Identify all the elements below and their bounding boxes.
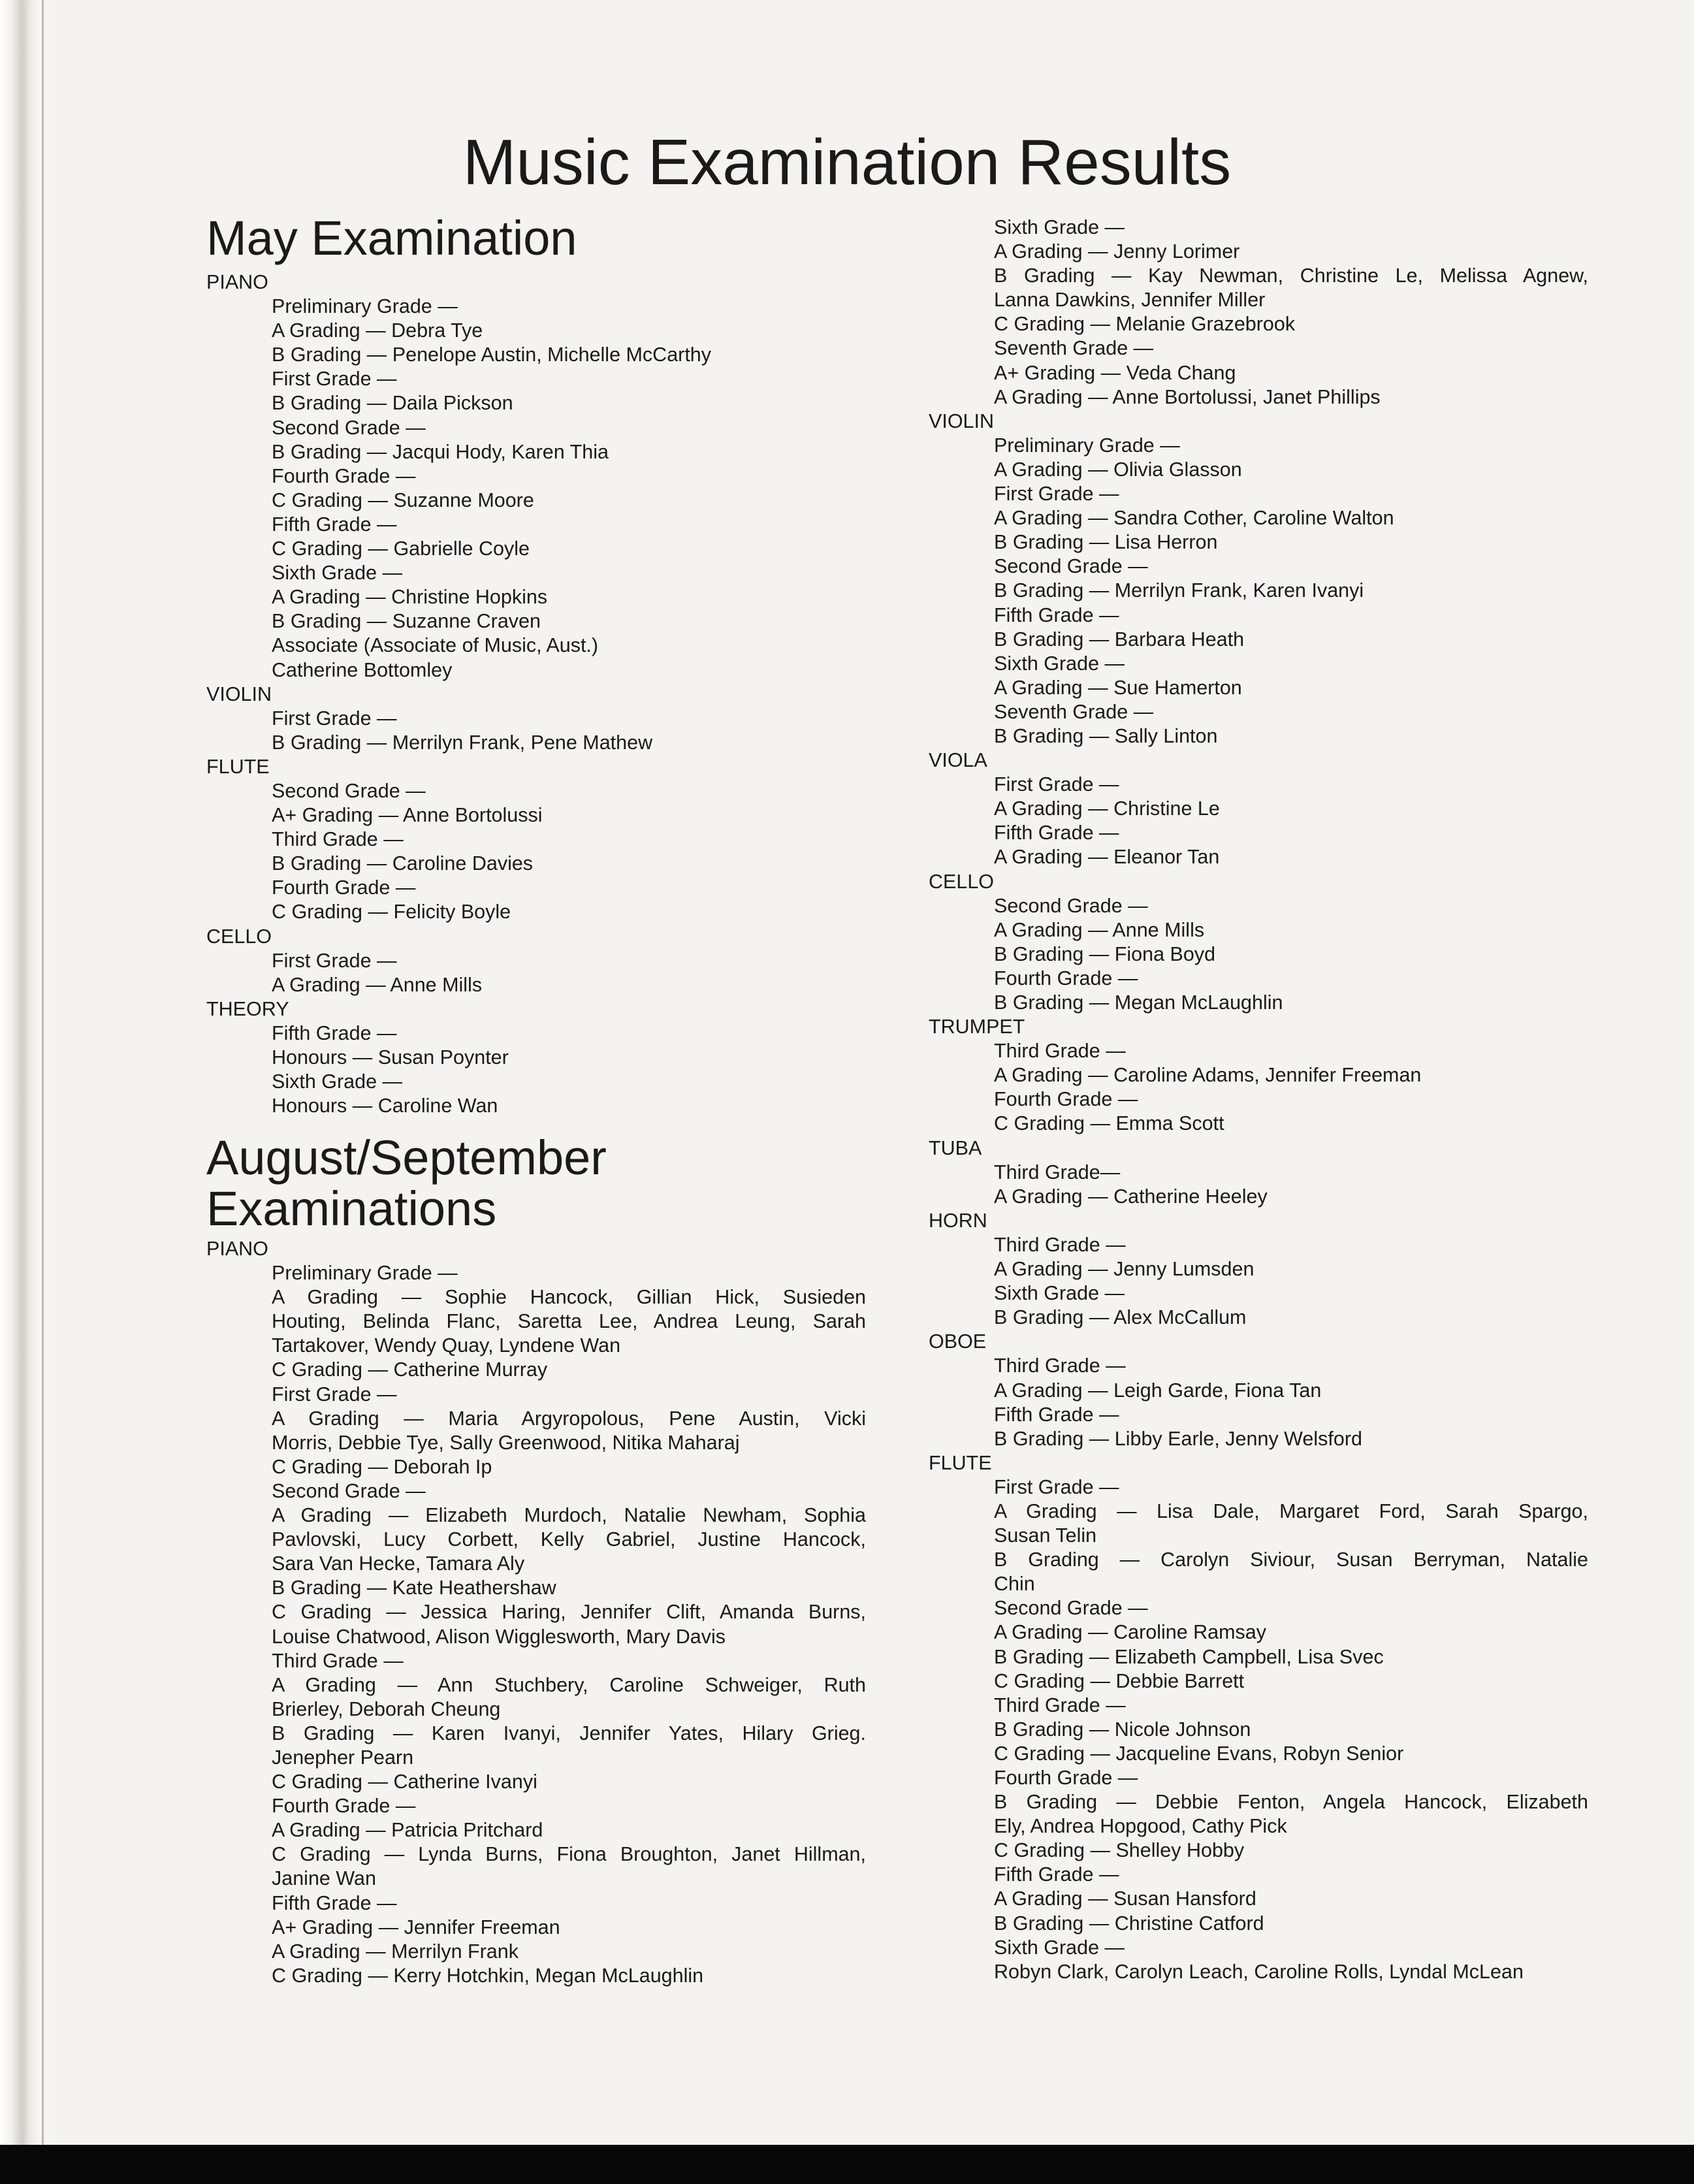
result-line: B Grading — Alex McCallum [994, 1306, 1247, 1329]
result-line: B Grading — Merrilyn Frank, Pene Mathew [272, 731, 653, 754]
result-line: Sixth Grade — [272, 562, 403, 585]
result-line: Associate (Associate of Music, Aust.) [272, 634, 599, 657]
result-line: Seventh Grade — [994, 700, 1154, 723]
result-line: B Grading — Sally Linton [994, 724, 1218, 747]
result-line: Fifth Grade — [994, 822, 1119, 844]
instrument-heading: FLUTE [929, 1451, 992, 1474]
result-line: Third Grade — [272, 1649, 404, 1672]
result-line: Fourth Grade — [994, 967, 1138, 989]
result-line: Third Grade — [272, 828, 404, 851]
result-line: B Grading — Suzanne Craven [272, 610, 541, 633]
result-line: A Grading — Sandra Cother, Caroline Walton [994, 507, 1394, 530]
result-line: B Grading — Lisa Herron [994, 531, 1218, 554]
result-line: B Grading — Kay Newman, Christine Le, Melissa Agnew, [994, 265, 1588, 287]
result-line: B Grading — Carolyn Siviour, Susan Berryman, Natalie [994, 1549, 1588, 1571]
result-line: Third Grade — [994, 1233, 1126, 1256]
instrument-heading: TRUMPET [929, 1016, 1025, 1038]
result-line: A Grading — Susan Hansford [994, 1887, 1256, 1910]
result-line: Fifth Grade — [994, 603, 1119, 626]
page-spine-shadow [0, 0, 60, 2184]
result-line: B Grading — Jacqui Hody, Karen Thia [272, 440, 609, 463]
result-line: C Grading — Gabrielle Coyle [272, 538, 530, 560]
result-line: Fifth Grade — [994, 1403, 1119, 1426]
result-line: A+ Grading — Veda Chang [994, 361, 1236, 384]
result-line: First Grade — [272, 949, 397, 972]
result-line: A Grading — Eleanor Tan [994, 846, 1220, 869]
result-line: B Grading — Penelope Austin, Michelle McCarthy [272, 344, 712, 366]
result-line: B Grading — Megan McLaughlin [994, 991, 1283, 1014]
result-line: C Grading — Suzanne Moore [272, 489, 534, 511]
result-line: Robyn Clark, Carolyn Leach, Caroline Rolls, Lyndal McLean [994, 1960, 1524, 1983]
result-line: First Grade — [994, 773, 1119, 796]
instrument-heading: VIOLIN [929, 410, 995, 432]
result-line: A Grading — Jenny Lorimer [994, 240, 1240, 263]
result-line: Second Grade — [994, 1597, 1148, 1620]
instrument-heading: TUBA [929, 1136, 982, 1159]
result-line: C Grading — Shelley Hobby [994, 1839, 1245, 1862]
result-line: A Grading — Caroline Adams, Jennifer Freeman [994, 1064, 1422, 1087]
result-line: Fourth Grade — [994, 1767, 1138, 1789]
result-line: Ely, Andrea Hopgood, Cathy Pick [994, 1815, 1287, 1838]
result-line: C Grading — Lynda Burns, Fiona Broughton, Janet Hillman, [272, 1843, 866, 1866]
result-line: First Grade — [272, 707, 397, 730]
result-line: B Grading — Kate Heathershaw [272, 1577, 556, 1599]
result-line: A+ Grading — Jennifer Freeman [272, 1916, 560, 1938]
august-september-heading-line: Examinations [206, 1181, 497, 1236]
scan-bottom-edge [0, 2145, 1694, 2184]
result-line: Fourth Grade — [272, 1795, 416, 1818]
result-line: B Grading — Barbara Heath [994, 628, 1245, 650]
result-line: Morris, Debbie Tye, Sally Greenwood, Nitika Maharaj [272, 1431, 740, 1454]
result-line: Susan Telin [994, 1524, 1097, 1547]
result-line: Honours — Caroline Wan [272, 1095, 498, 1117]
august-september-list-left [206, 1237, 866, 1988]
instrument-heading: OBOE [929, 1330, 987, 1353]
result-line: C Grading — Kerry Hotchkin, Megan McLaughlin [272, 1964, 704, 1987]
result-line: C Grading — Melanie Grazebrook [994, 313, 1296, 336]
result-line: Fourth Grade — [272, 464, 416, 487]
result-line: C Grading — Emma Scott [994, 1112, 1224, 1135]
result-line: A Grading — Anne Mills [272, 973, 483, 996]
result-line: B Grading — Daila Pickson [272, 392, 513, 415]
result-line: B Grading — Karen Ivanyi, Jennifer Yates, Hilary Grieg. [272, 1722, 866, 1744]
result-line: Fifth Grade — [272, 513, 397, 536]
result-line: B Grading — Christine Catford [994, 1912, 1264, 1935]
instrument-heading: VIOLA [929, 749, 987, 772]
result-line: C Grading — Catherine Ivanyi [272, 1771, 537, 1793]
result-line: Third Grade — [994, 1355, 1126, 1377]
instrument-heading: HORN [929, 1209, 987, 1232]
result-line: Preliminary Grade — [994, 434, 1180, 457]
result-line: Chin [994, 1573, 1035, 1596]
result-line: Sara Van Hecke, Tamara Aly [272, 1552, 525, 1575]
result-line: Preliminary Grade — [272, 295, 458, 318]
result-line: Fourth Grade — [272, 876, 416, 899]
result-line: A Grading — Debra Tye [272, 319, 483, 342]
instrument-heading: PIANO [206, 1238, 268, 1260]
result-line: A Grading — Ann Stuchbery, Caroline Schweiger, Ruth [272, 1673, 866, 1696]
result-line: B Grading — Nicole Johnson [994, 1718, 1251, 1741]
result-line: Second Grade — [272, 416, 426, 439]
result-line: Sixth Grade — [994, 1936, 1125, 1959]
result-line: C Grading — Jacqueline Evans, Robyn Senior [994, 1742, 1404, 1765]
result-line: First Grade — [272, 368, 397, 391]
result-line: First Grade — [272, 1383, 397, 1405]
result-line: A Grading — Lisa Dale, Margaret Ford, Sarah Spargo, [994, 1500, 1588, 1522]
result-line: Sixth Grade — [994, 216, 1125, 238]
result-line: A Grading — Anne Bortolussi, Janet Phillips [994, 385, 1381, 408]
result-line: C Grading — Debbie Barrett [994, 1669, 1245, 1692]
instrument-heading: PIANO [206, 271, 268, 293]
result-line: B Grading — Caroline Davies [272, 852, 534, 875]
result-line: A Grading — Anne Mills [994, 918, 1205, 941]
page-title: Music Examination Results [462, 126, 1232, 198]
august-september-heading [206, 1132, 607, 1234]
result-line: Houting, Belinda Flanc, Saretta Lee, Andrea Leung, Sarah [272, 1310, 866, 1333]
result-line: C Grading — Deborah Ip [272, 1455, 492, 1478]
result-line: Fourth Grade — [994, 1088, 1138, 1111]
result-line: A Grading — Merrilyn Frank [272, 1940, 519, 1963]
result-line: Sixth Grade — [994, 652, 1125, 675]
result-line: Seventh Grade — [994, 337, 1154, 360]
result-line: First Grade — [994, 1475, 1119, 1498]
result-line: Pavlovski, Lucy Corbett, Kelly Gabriel, Justine Hancock, [272, 1528, 866, 1551]
may-examination-heading: May Examination [206, 211, 577, 265]
instrument-heading: CELLO [929, 870, 995, 893]
result-line: Third Grade— [994, 1161, 1121, 1183]
result-line: A Grading — Leigh Garde, Fiona Tan [994, 1379, 1322, 1402]
instrument-heading: CELLO [206, 925, 272, 948]
may-examination-list [206, 270, 866, 1118]
result-line: Sixth Grade — [272, 1070, 403, 1093]
result-line: C Grading — Jessica Haring, Jennifer Clift, Amanda Burns, [272, 1601, 866, 1624]
result-line: B Grading — Merrilyn Frank, Karen Ivanyi [994, 579, 1364, 602]
instrument-heading: FLUTE [206, 755, 270, 778]
august-september-list-right [929, 216, 1588, 1984]
result-line: Fifth Grade — [994, 1863, 1119, 1886]
result-line: B Grading — Elizabeth Campbell, Lisa Svec [994, 1645, 1384, 1668]
result-line: A Grading — Sue Hamerton [994, 676, 1242, 699]
result-line: C Grading — Felicity Boyle [272, 901, 511, 923]
result-line: B Grading — Libby Earle, Jenny Welsford [994, 1427, 1362, 1450]
result-line: B Grading — Fiona Boyd [994, 942, 1216, 965]
result-line: B Grading — Debbie Fenton, Angela Hancock, Elizabeth [994, 1791, 1588, 1814]
result-line: A Grading — Caroline Ramsay [994, 1621, 1267, 1644]
result-line: Catherine Bottomley [272, 658, 453, 681]
result-line: Third Grade — [994, 1694, 1126, 1716]
result-line: Jenepher Pearn [272, 1746, 414, 1769]
instrument-heading: THEORY [206, 997, 289, 1020]
result-line: A Grading — Maria Argyropolous, Pene Austin, Vicki [272, 1407, 866, 1430]
result-line: C Grading — Catherine Murray [272, 1358, 548, 1381]
result-line: Honours — Susan Poynter [272, 1046, 509, 1068]
result-line: A Grading — Sophie Hancock, Gillian Hick, Susieden [272, 1286, 866, 1309]
result-line: Second Grade — [272, 779, 426, 802]
result-line: A Grading — Jenny Lumsden [994, 1258, 1255, 1281]
result-line: Janine Wan [272, 1867, 376, 1890]
result-line: Fifth Grade — [272, 1021, 397, 1044]
august-september-heading-line: August/September [206, 1131, 607, 1185]
result-line: Third Grade — [994, 1040, 1126, 1063]
result-line: A Grading — Elizabeth Murdoch, Natalie Newham, Sophia [272, 1504, 866, 1527]
result-line: Fifth Grade — [272, 1891, 397, 1914]
page-spine-line [42, 0, 44, 2184]
result-line: Sixth Grade — [994, 1282, 1125, 1305]
instrument-heading: VIOLIN [206, 682, 272, 705]
result-line: A Grading — Catherine Heeley [994, 1185, 1268, 1208]
result-line: Brierley, Deborah Cheung [272, 1697, 501, 1720]
result-line: Second Grade — [994, 555, 1148, 578]
result-line: A Grading — Christine Le [994, 797, 1220, 820]
result-line: Second Grade — [994, 894, 1148, 917]
result-line: Louise Chatwood, Alison Wigglesworth, Mary Davis [272, 1625, 726, 1648]
result-line: First Grade — [994, 483, 1119, 506]
result-line: Lanna Dawkins, Jennifer Miller [994, 289, 1266, 312]
result-line: A Grading — Christine Hopkins [272, 586, 548, 609]
result-line: Second Grade — [272, 1479, 426, 1502]
result-line: A Grading — Olivia Glasson [994, 458, 1242, 481]
result-line: A+ Grading — Anne Bortolussi [272, 804, 543, 827]
result-line: Preliminary Grade — [272, 1262, 458, 1285]
result-line: Tartakover, Wendy Quay, Lyndene Wan [272, 1334, 621, 1357]
result-line: A Grading — Patricia Pritchard [272, 1819, 543, 1842]
